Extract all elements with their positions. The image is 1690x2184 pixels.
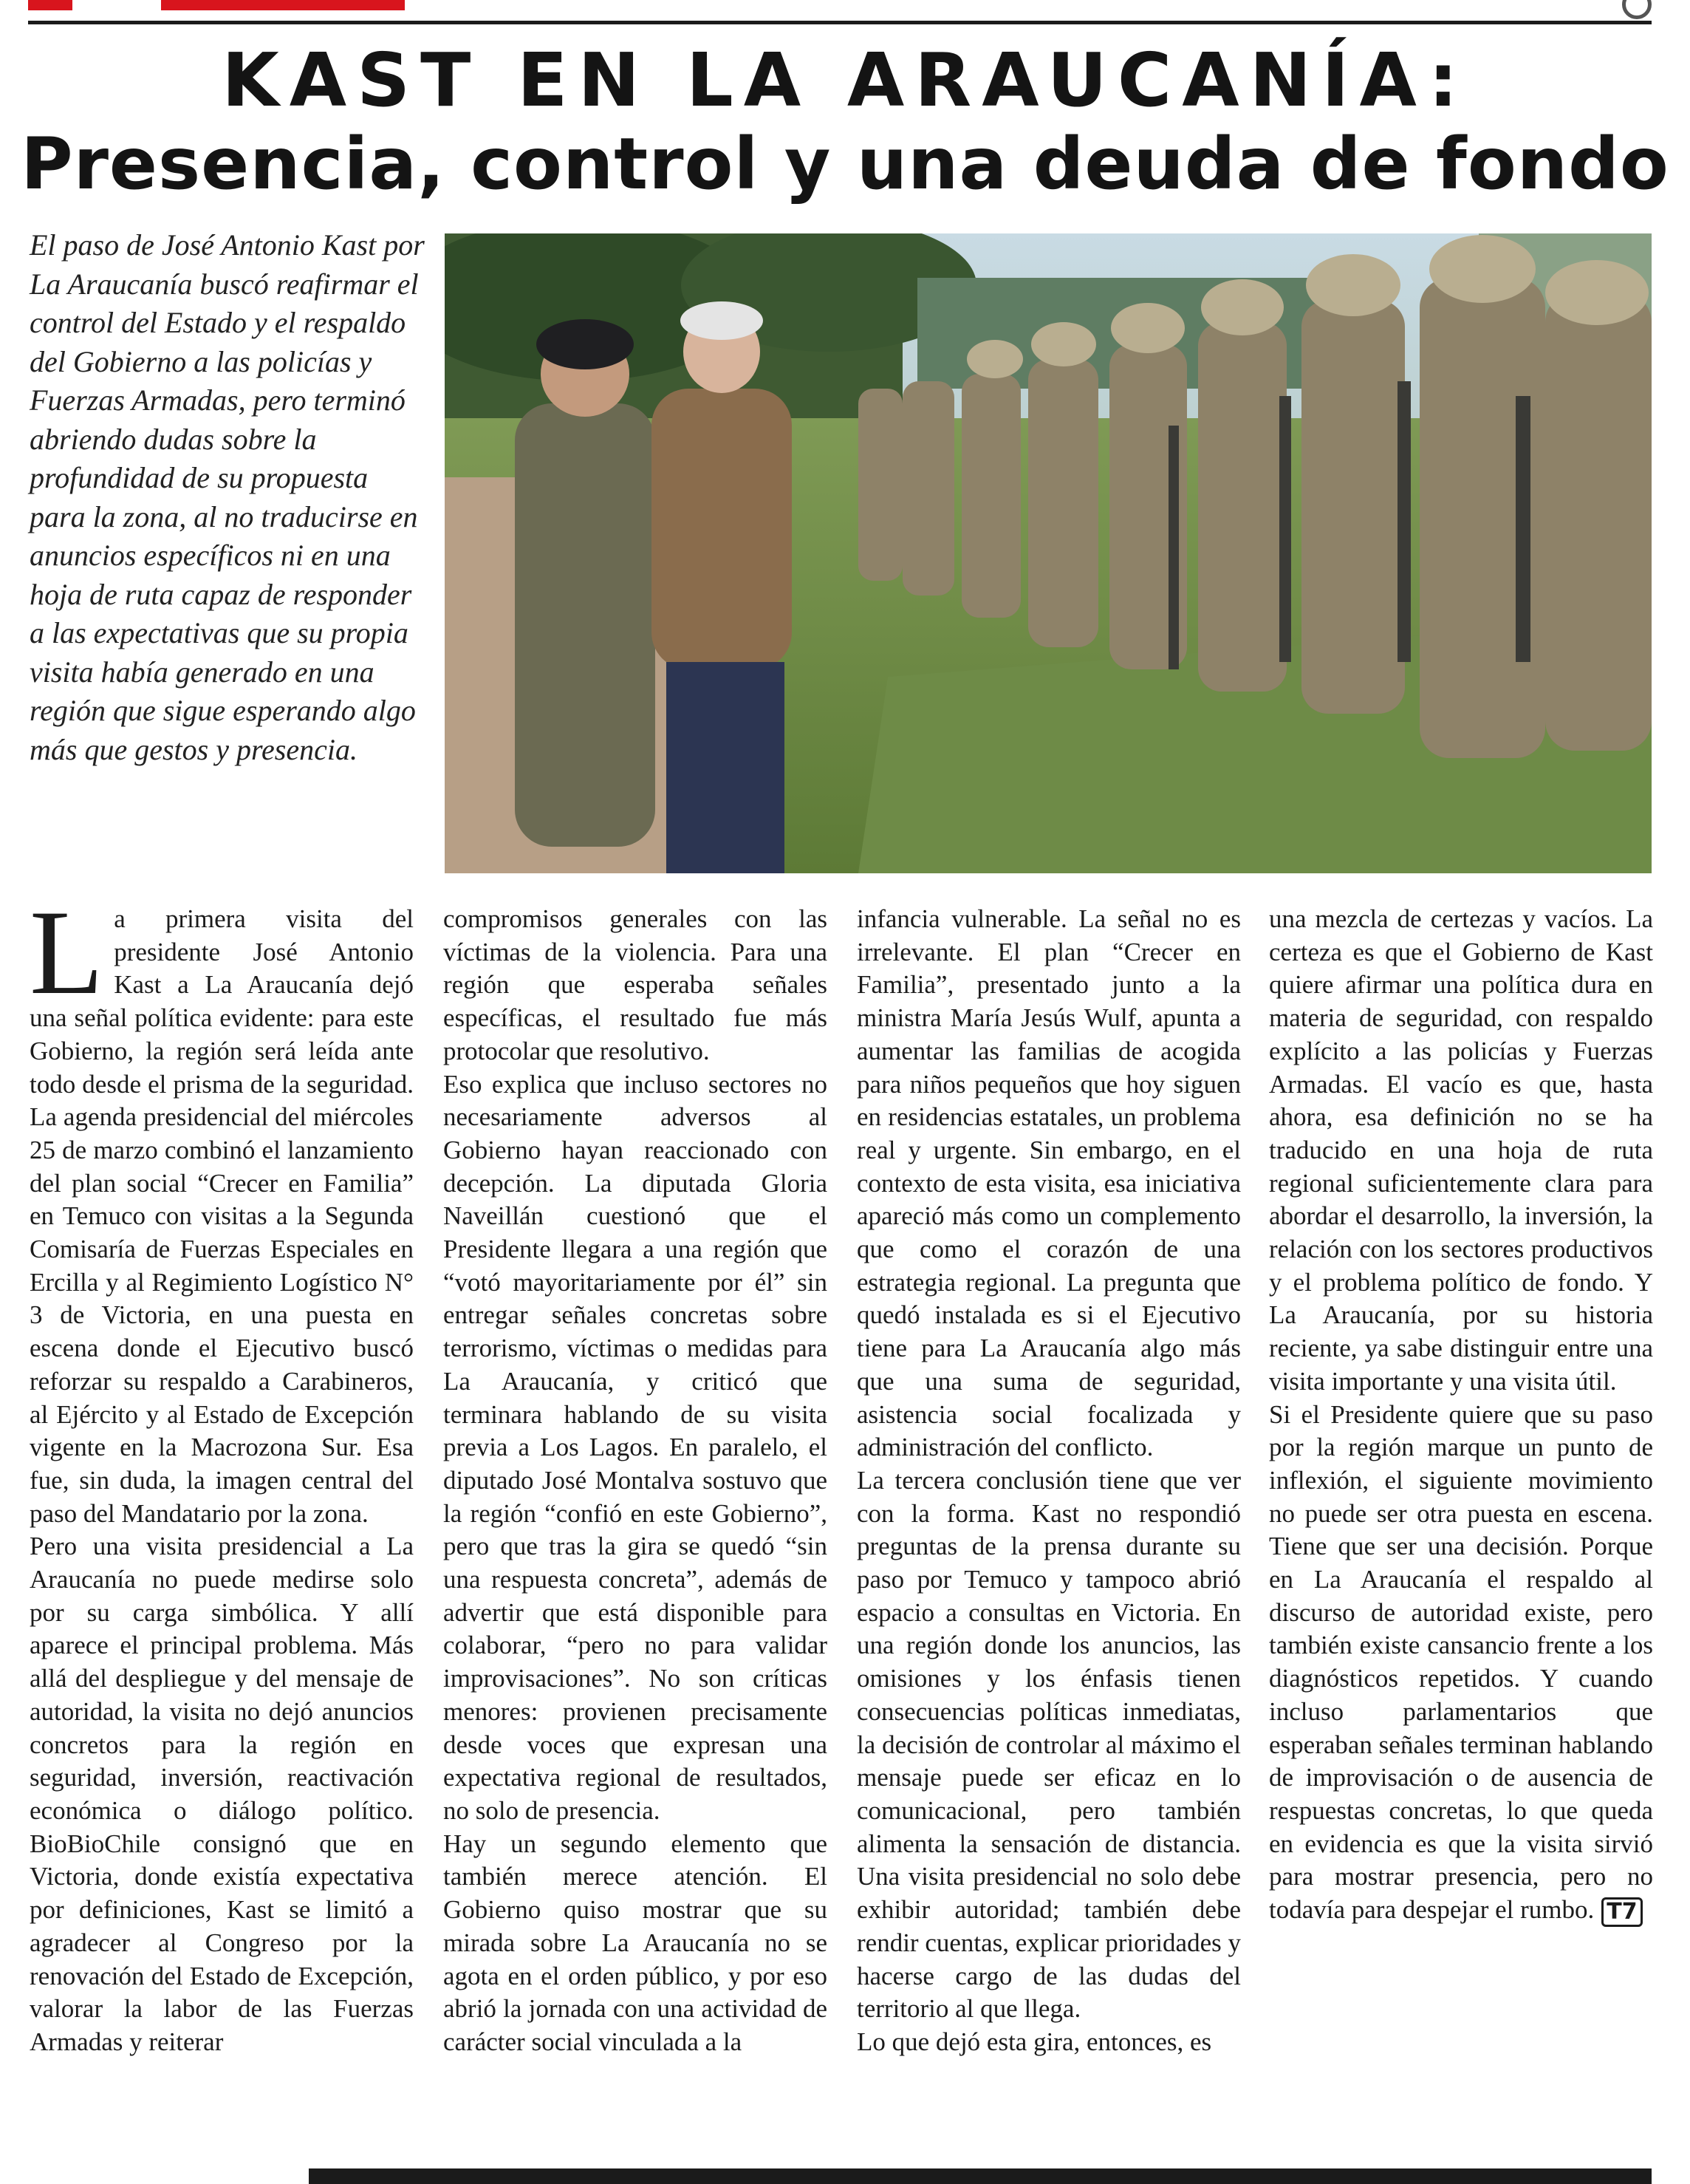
footer-bar bbox=[309, 2168, 1652, 2184]
article-paragraph bbox=[1269, 1399, 1653, 1928]
paragraph-text: Si el Presidente quiere que su paso por la región marque un punto de inflexión, el siguiente movimiento no puede ser otra puesta en escena. Tiene que ser una decisión. Porque en La Araucanía el respaldo al discurso de autoridad existe, pero también existe cansancio frente a los diagnósticos repetidos. Y cuando incluso parlamentarios que esperaban señales terminan hablando de improvisación o de ausencia de respuestas concretas, lo que queda en evidencia es que la visita sirvió para mostrar presencia, pero no todavía para despejar el rumbo. bbox=[1269, 1399, 1653, 1925]
article-paragraph: infancia vulnerable. La señal no es irrelevante. El plan “Crecer en Familia”, presentado junto a la ministra María Jesús Wulf, apunta a aumentar las familias de acogida para niños pequeños que hoy siguen en residencias estatales, un problema real y urgente. Sin embargo, en el contexto de esta visita, esa iniciativa apareció más como un complemento que como el corazón de una estrategia regional. La pregunta que quedó instalada es si el Ejecutivo tiene para La Araucanía algo más que una suma de seguridad, asistencia social focalizada y administración del conflicto. bbox=[857, 904, 1241, 1462]
article-paragraph: Pero una visita presidencial a La Araucanía no puede medirse solo por su carga simbólica. Y allí aparece el principal problema. Más allá del despliegue y del mensaje de autoridad, la visita no dejó anuncios concretos para la región en seguridad, inversión, reactivación económica o diálogo político. BioBioChile consignó que en Victoria, donde existía expectativa por definiciones, Kast se limitó a agradecer al Congreso por la renovación del Estado de Excepción, valorar la labor de las Fuerzas Armadas y reiterar bbox=[30, 1532, 414, 2056]
article-column-4 bbox=[1269, 903, 1653, 1927]
article-column-1 bbox=[30, 886, 414, 2059]
drop-cap: L bbox=[30, 886, 104, 1020]
article-paragraph: Eso explica que incluso sectores no necesariamente adversos al Gobierno hayan reaccionado con decepción. La diputada Gloria Naveillán cuestionó que el Presidente llegara a una región que “votó mayoritariamente por él” sin entregar señales concretas sobre terrorismo, víctimas o medidas para La Araucanía, y criticó que terminara hablando de su visita previa a Los Lagos. En paralelo, el diputado José Montalva sostuvo que la región “confió en este Gobierno”, pero que tras la gira se quedó “sin una respuesta concreta”, además de advertir que está disponible para colaborar, “pero no para validar improvisaciones”. No son críticas menores: provienen precisamente desde voces que expresan una expectativa regional de resultados, no solo de presencia. bbox=[443, 1069, 827, 1825]
headline-kicker: KAST EN LA ARAUCANÍA: bbox=[222, 37, 1468, 123]
publication-logo-icon bbox=[1622, 0, 1652, 19]
end-mark-logo: T7 bbox=[1601, 1897, 1642, 1927]
paragraph-text: a primera visita del presidente José Antonio Kast a La Araucanía dejó una señal política evidente: para este Gobierno, la región será leída ante todo desde el prisma de la seguridad. La agenda presidencial del miércoles 25 de marzo combinó el lanzamiento del plan social “Crecer en Familia” en Temuco con visitas a la Segunda Comisaría de Fuerzas Especiales en Ercilla y al Regimiento Logístico N° 3 de Victoria, en una puesta en escena donde el Ejecutivo buscó reforzar su respaldo a Carabineros, al Ejército y al Estado de Excepción vigente en la Macrozona Sur. Esa fue, sin duda, la imagen central del paso del Mandatario por la zona. bbox=[30, 904, 414, 1528]
article-paragraph: Lo que dejó esta gira, entonces, es bbox=[857, 2027, 1212, 2056]
article-paragraph: una mezcla de certezas y vacíos. La certeza es que el Gobierno de Kast quiere afirmar una política dura en materia de seguridad, con respaldo explícito a las policías y Fuerzas Armadas. El vacío es que, hasta ahora, esa definición no se ha traducido en una hoja de ruta regional suficientemente clara para abordar el desarrollo, la inversión, la relación con los sectores productivos y el problema político de fondo. Y La Araucanía, por su historia reciente, ya sabe distinguir entre una visita importante y una visita útil. bbox=[1269, 904, 1653, 1396]
article-paragraph bbox=[30, 886, 414, 1530]
header-accent-bar-left bbox=[28, 0, 72, 10]
lede-text: El paso de José Antonio Kast por La Araucanía buscó reafirmar el control del Estado y el respaldo del Gobierno a las policías y Fuerzas Armadas, pero terminó abriendo dudas sobre la profundidad de su propuesta para la zona, al no traducirse en anuncios específicos ni en una hoja de ruta capaz de responder a las expectativas que su propia visita había generado en una región que sigue esperando algo más que gestos y presencia. bbox=[30, 228, 425, 766]
header-accent-bar-right bbox=[161, 0, 405, 10]
photo-illustration bbox=[445, 233, 1652, 873]
article-paragraph: compromisos generales con las víctimas de la violencia. Para una región que esperaba señales específicas, el resultado fue más protocolar que resolutivo. bbox=[443, 904, 827, 1065]
article-paragraph: La tercera conclusión tiene que ver con la forma. Kast no respondió preguntas de la prensa durante su paso por Temuco y tampoco abrió espacio a consultas en Victoria. En una región donde los anuncios, las omisiones y los énfasis tienen consecuencias políticas inmediatas, la decisión de controlar al máximo el mensaje puede ser eficaz en lo comunicacional, pero también alimenta la sensación de distancia. Una visita presidencial no solo debe exhibir autoridad; también debe rendir cuentas, explicar prioridades y hacerse cargo de las dudas del territorio al que llega. bbox=[857, 1465, 1241, 2024]
article-paragraph: Hay un segundo elemento que también merece atención. El Gobierno quiso mostrar que su mirada sobre La Araucanía no se agota en el orden público, y por eso abrió la jornada con una actividad de carácter social vinculada a la bbox=[443, 1829, 827, 2056]
article-column-3 bbox=[857, 903, 1241, 2059]
header-rule bbox=[28, 21, 1652, 24]
article-column-2 bbox=[443, 903, 827, 2059]
military-formation-photo bbox=[445, 233, 1652, 873]
headline-title: Presencia, control y una deuda de fondo bbox=[21, 123, 1669, 205]
